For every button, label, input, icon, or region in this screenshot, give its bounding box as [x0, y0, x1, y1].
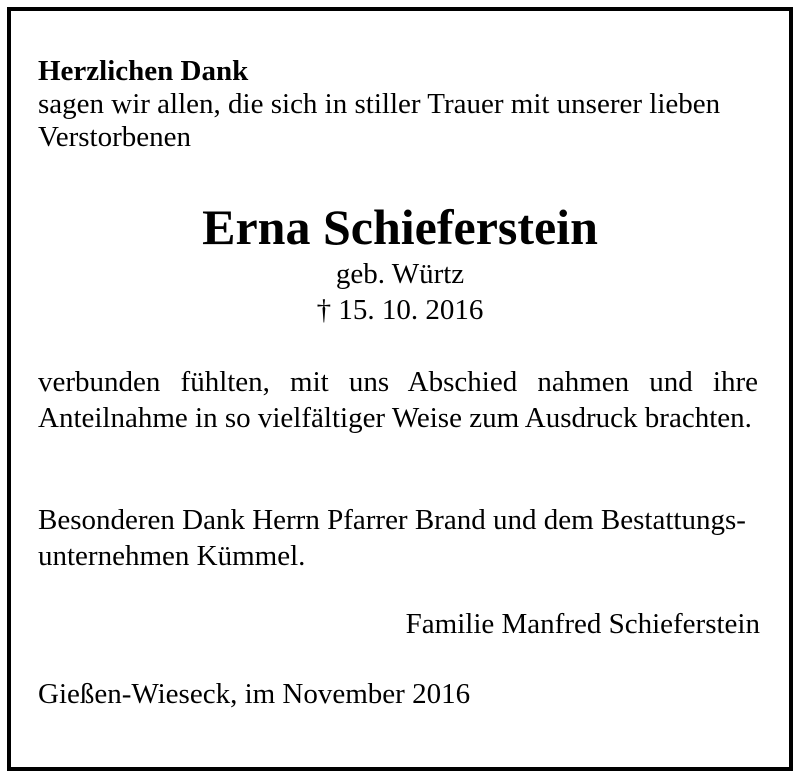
- notice-body: verbunden fühlten, mit uns Abschied nahmen und ihre Anteilnahme in so vielfältiger Weise zum Ausdruck brachten.: [38, 366, 758, 434]
- deceased-name: Erna Schieferstein: [202, 199, 598, 255]
- death-date: † 15. 10. 2016: [316, 294, 484, 326]
- birth-name: geb. Würtz: [335, 258, 465, 290]
- special-thanks: Besonderen Dank Herrn Pfarrer Brand und dem Bestattungsunternehmen Kümmel.: [38, 504, 746, 572]
- place-date: Gießen-Wieseck, im November 2016: [38, 678, 471, 710]
- notice-intro: sagen wir allen, die sich in stiller Trauer mit unserer lieben Verstorbenen: [38, 88, 721, 153]
- notice-heading: Herzlichen Dank: [38, 55, 249, 87]
- family-signature: Familie Manfred Schieferstein: [405, 608, 760, 640]
